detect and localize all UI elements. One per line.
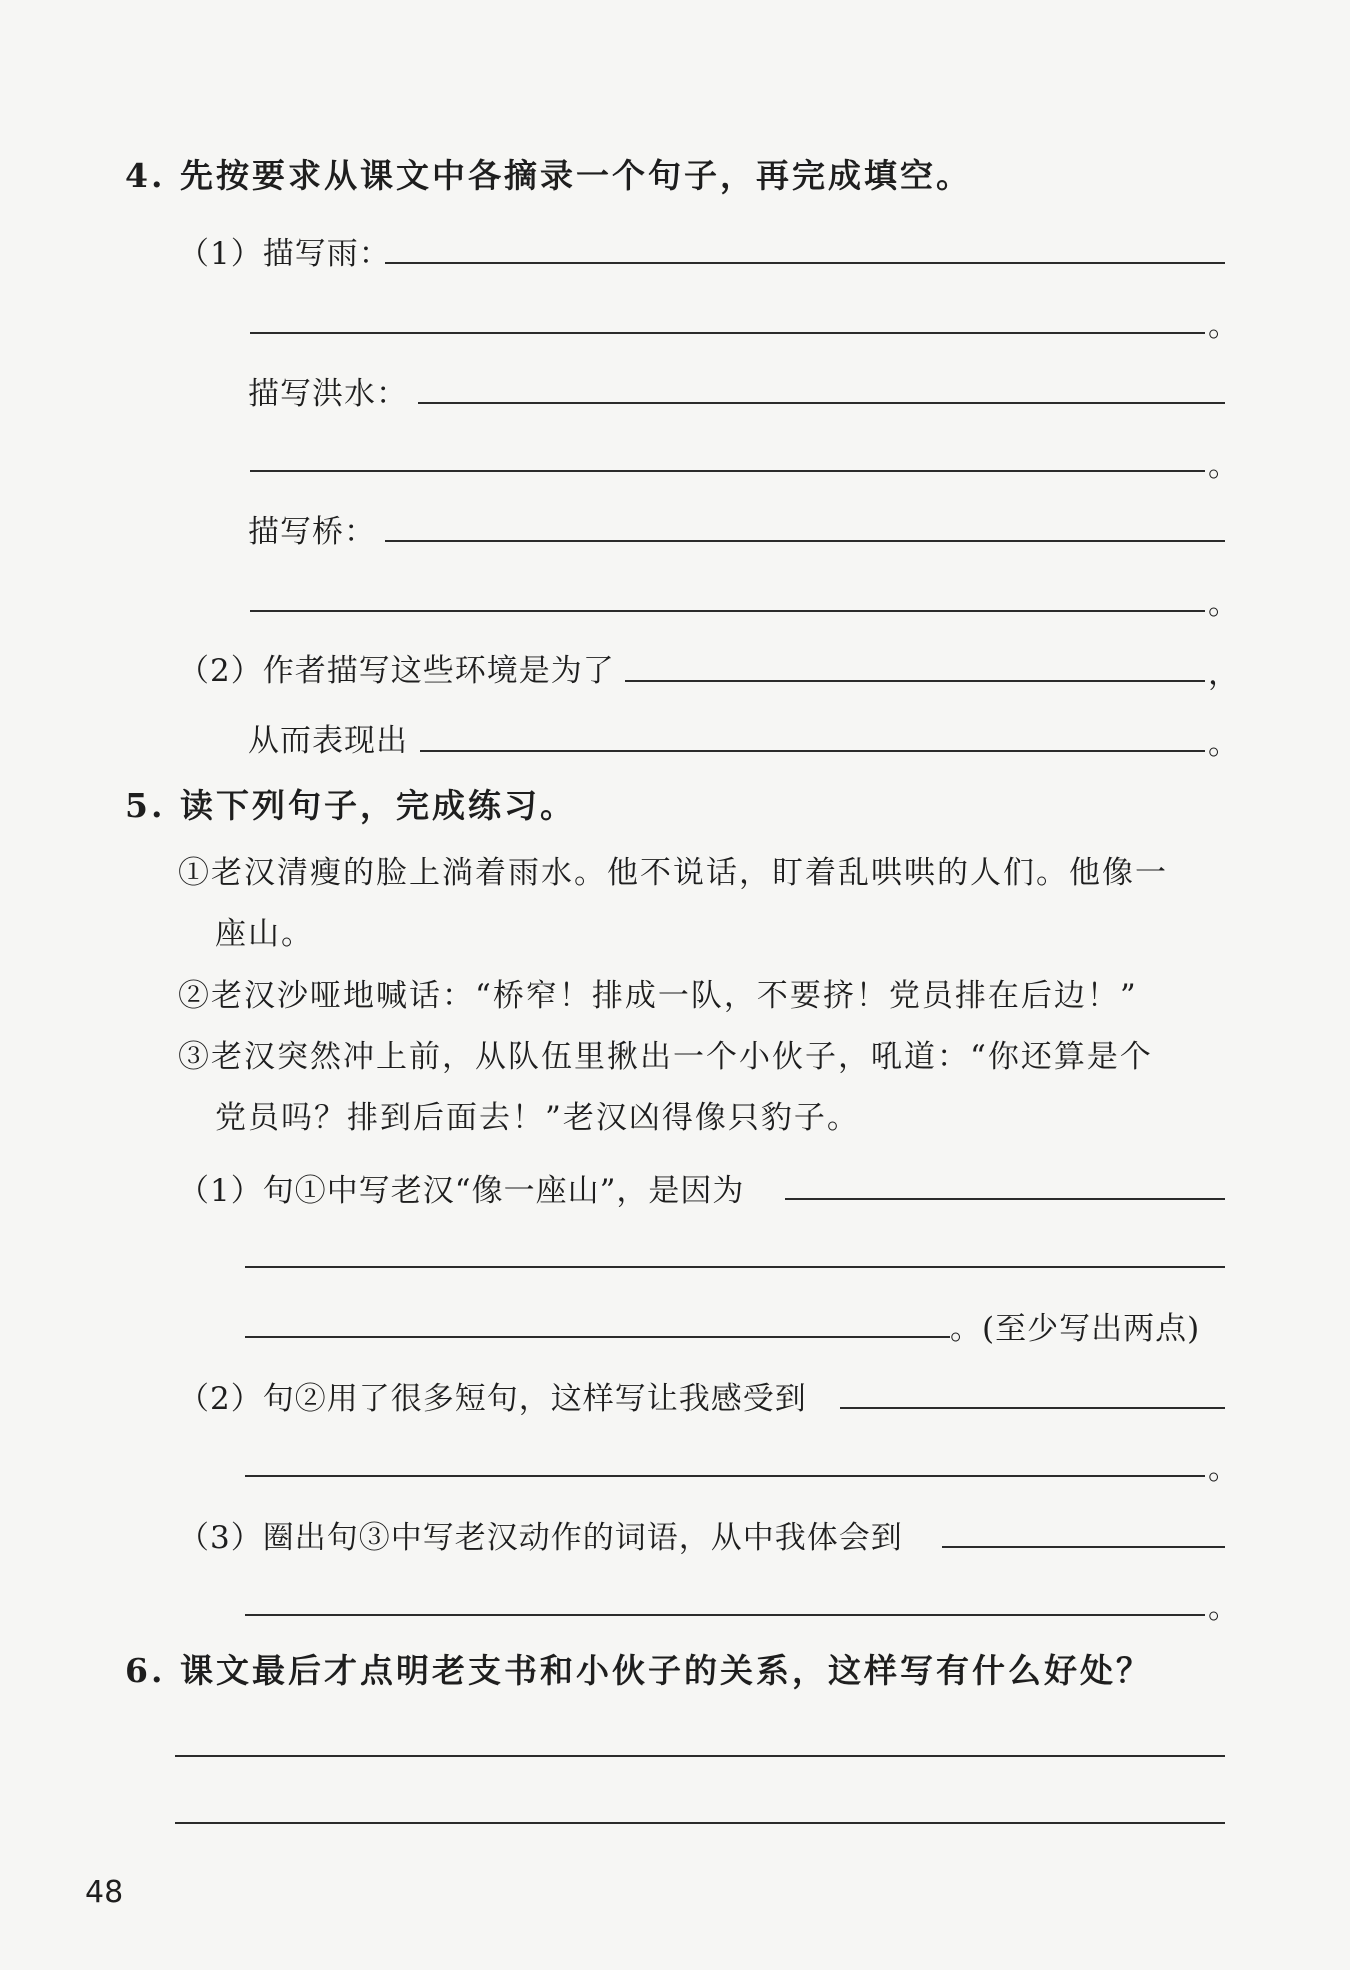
answer-line[interactable] <box>245 1266 1225 1268</box>
q4-part2-label: （2）作者描写这些环境是为了 <box>178 653 615 689</box>
sentence-1-line2: 座山。 <box>215 916 314 952</box>
answer-line[interactable] <box>385 262 1225 264</box>
q5-part1-note: 。(至少写出两点) <box>950 1311 1201 1347</box>
answer-line[interactable] <box>418 402 1225 404</box>
q4-part1-rain-label: （1）描写雨： <box>178 236 391 272</box>
sentence-3-line1: ③老汉突然冲上前，从队伍里揪出一个小伙子，吼道：“你还算是个 <box>178 1039 1153 1075</box>
period-mark: 。 <box>1208 586 1239 622</box>
answer-line[interactable] <box>245 1614 1205 1616</box>
period-mark: 。 <box>1208 726 1239 762</box>
answer-line[interactable] <box>785 1198 1225 1200</box>
period-mark: 。 <box>1208 448 1239 484</box>
answer-line[interactable] <box>250 470 1205 472</box>
q4-bridge-label: 描写桥： <box>248 514 376 550</box>
sentence-3-line2: 党员吗？排到后面去！”老汉凶得像只豹子。 <box>215 1100 860 1136</box>
answer-line[interactable] <box>250 610 1205 612</box>
period-mark: 。 <box>1208 1590 1239 1626</box>
answer-line[interactable] <box>175 1822 1225 1824</box>
answer-line[interactable] <box>250 332 1205 334</box>
q4-flood-label: 描写洪水： <box>248 376 408 412</box>
answer-line[interactable] <box>385 540 1225 542</box>
answer-line[interactable] <box>840 1407 1225 1409</box>
q5-part3-label: （3）圈出句③中写老汉动作的词语，从中我体会到 <box>178 1520 903 1556</box>
page-number: 48 <box>85 1875 124 1910</box>
question-4-title: 4. 先按要求从课文中各摘录一个句子，再完成填空。 <box>125 156 972 195</box>
sentence-2: ②老汉沙哑地喊话：“桥窄！排成一队，不要挤！党员排在后边！” <box>178 978 1138 1014</box>
answer-line[interactable] <box>245 1475 1205 1477</box>
answer-line[interactable] <box>420 750 1205 752</box>
q5-part2-label: （2）句②用了很多短句，这样写让我感受到 <box>178 1381 807 1417</box>
answer-line[interactable] <box>625 680 1205 682</box>
sentence-1-line1: ①老汉清瘦的脸上淌着雨水。他不说话，盯着乱哄哄的人们。他像一 <box>178 855 1168 891</box>
question-6-title: 6. 课文最后才点明老支书和小伙子的关系，这样写有什么好处？ <box>125 1651 1152 1690</box>
period-mark: 。 <box>1208 308 1239 344</box>
answer-line[interactable] <box>245 1336 950 1338</box>
q4-part2-line2-label: 从而表现出 <box>248 723 408 759</box>
period-mark: 。 <box>1208 1451 1239 1487</box>
q5-part1-label: （1）句①中写老汉“像一座山”，是因为 <box>178 1173 745 1209</box>
answer-line[interactable] <box>942 1546 1225 1548</box>
answer-line[interactable] <box>175 1755 1225 1757</box>
question-5-title: 5. 读下列句子，完成练习。 <box>125 786 576 825</box>
comma-mark: ， <box>1208 656 1239 692</box>
